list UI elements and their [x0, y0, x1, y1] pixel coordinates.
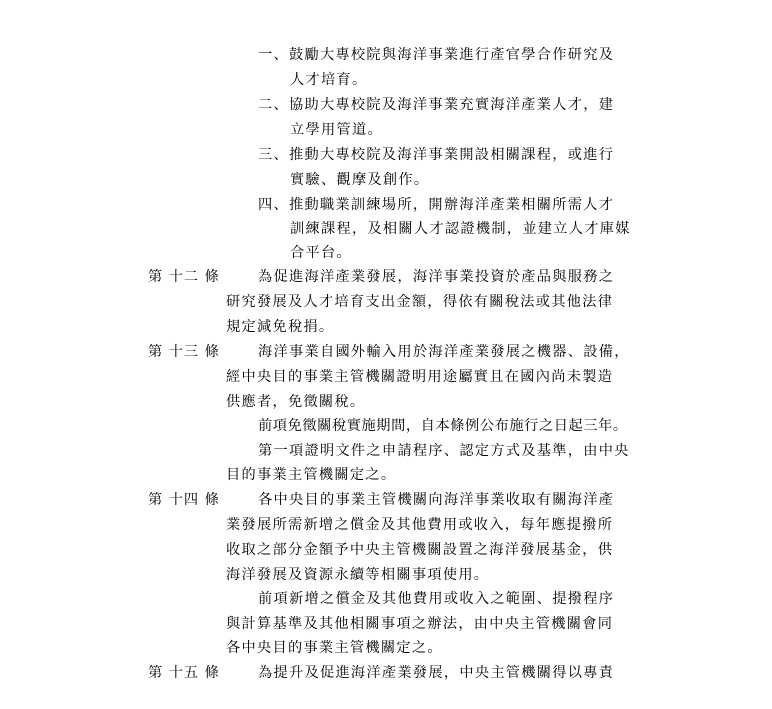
article-14-text: 收取之部分金額予中央主管機關設置之海洋發展基金，供	[226, 542, 614, 558]
list-item-2-line-2: 立學用管道。	[290, 122, 383, 138]
article-13-text: 供應者，免徵關稅。	[226, 394, 366, 410]
article-14-text: 與計算基準及其他相關事項之辦法，由中央主管機關會同	[226, 616, 614, 632]
list-item-4-line-3: 合平台。	[290, 245, 352, 261]
article-12-text: 為促進海洋產業發展，海洋事業投資於產品與服務之	[258, 269, 615, 285]
article-14-label: 第 十四 條	[148, 492, 220, 508]
list-item-1-line-1: 一、鼓勵大專校院與海洋事業進行產官學合作研究及	[258, 47, 615, 63]
list-item-1-line-2: 人才培育。	[290, 72, 368, 88]
list-item-3-line-1: 三、推動大專校院及海洋事業開設相關課程，或進行	[258, 147, 615, 163]
article-13-text: 前項免徵關稅實施期間，自本條例公布施行之日起三年。	[258, 418, 628, 434]
article-13-text: 海洋事業自國外輸入用於海洋產業發展之機器、設備，	[258, 344, 630, 360]
article-13-label: 第 十三 條	[148, 344, 220, 360]
list-item-3-line-2: 實驗、觀摩及創作。	[290, 172, 430, 188]
article-14-text: 前項新增之償金及其他費用或收入之範圍、提撥程序	[258, 591, 615, 607]
article-12-text: 規定減免稅捐。	[226, 319, 335, 335]
article-13-text: 目的事業主管機關定之。	[226, 467, 397, 483]
article-14-text: 各中央目的事業主管機關向海洋事業收取有關海洋產	[258, 492, 615, 508]
list-item-4-line-2: 訓練課程，及相關人才認證機制，並建立人才庫媒	[290, 221, 631, 237]
article-15-label: 第 十五 條	[148, 665, 220, 681]
article-13-text: 第一項證明文件之申請程序、認定方式及基準，由中央	[258, 443, 630, 459]
list-item-4-line-1: 四、推動職業訓練場所，開辦海洋產業相關所需人才	[258, 197, 615, 213]
article-13-text: 經中央目的事業主管機關證明用途屬實且在國內尚未製造	[226, 369, 614, 385]
article-14-text: 業發展所需新增之償金及其他費用或收入，每年應提撥所	[226, 517, 614, 533]
article-14-text: 各中央目的事業主管機關定之。	[226, 640, 443, 656]
article-12-text: 研究發展及人才培育支出金額，得依有關稅法或其他法律	[226, 294, 614, 310]
article-14-text: 海洋發展及資源永續等相關事項使用。	[226, 567, 490, 583]
article-12-label: 第 十二 條	[148, 269, 220, 285]
list-item-2-line-1: 二、協助大專校院及海洋事業充實海洋產業人才，建	[258, 97, 615, 113]
article-15-text: 為提升及促進海洋產業發展，中央主管機關得以專責	[258, 665, 615, 681]
